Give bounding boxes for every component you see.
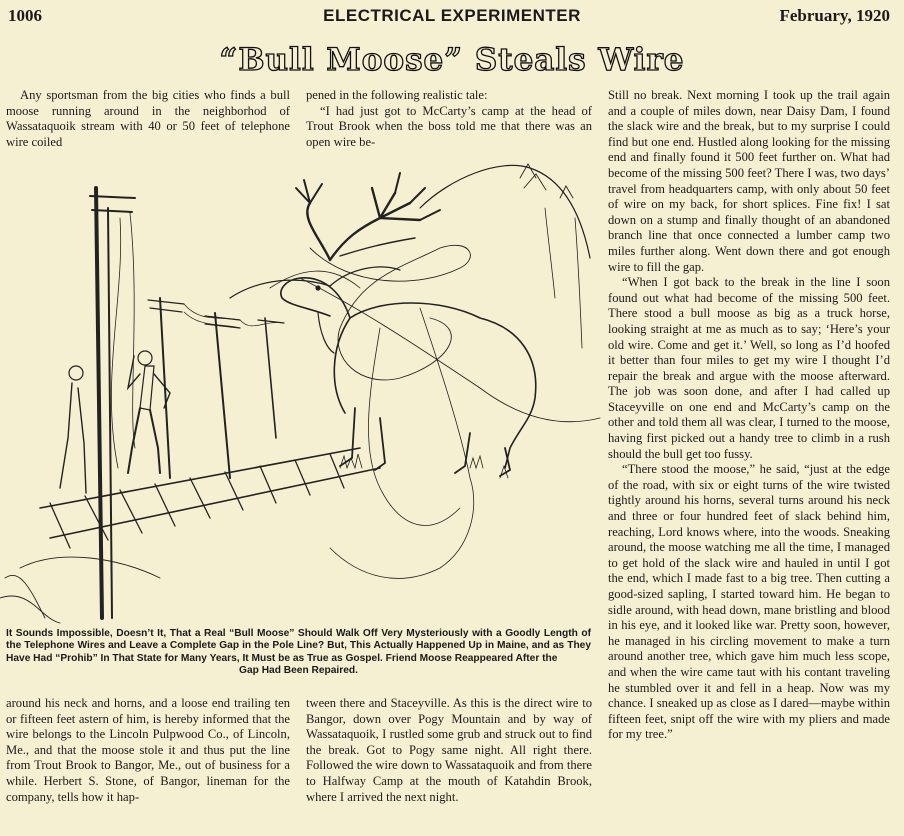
column-3 xyxy=(608,88,890,743)
illustration-caption xyxy=(6,628,591,678)
paragraph: around his neck and horns, and a loose end trailing ten or fifteen feet astern of him, is hereby informed that the wire belongs to the Lincoln Pulpwood Co., of Lincoln, Me., and that the moose stole it and thus put the line from Trout Brook to Bangor, Me., out of business for a while. Herbert S. Stone, of Bangor, lineman for the company, tells how it hap- xyxy=(6,696,290,804)
moose-illustration xyxy=(0,148,606,628)
article-title: “Bull Moose” Steals Wire xyxy=(219,42,685,78)
issue-date: February, 1920 xyxy=(779,6,890,25)
paragraph: Still no break. Next morning I took up the trail again and a couple of miles down, near Daisy Dam, I found the slack wire and the break, but to my surprise I could find but one end. Hustled along looking for the missing end and finally found it 500 feet further on. What had become of the missing 500 feet? There I was, two days’ travel from headquarters camp, with only about 50 feet of wire on my back, for short splices. Fine fix! I sat down on a stump and finally thought of an abandoned branch line that once connected a lumber camp two miles further along. Went down there and got enough wire to fill the gap. xyxy=(608,88,890,274)
caption-last-line: Gap Had Been Repaired. xyxy=(239,665,358,677)
paragraph: Any sportsman from the big cities who finds a bull moose running around in the neighborhod of Wassataquoik stream with 40 or 50 feet of telephone wire coiled xyxy=(6,88,290,149)
column-2-bottom xyxy=(306,696,592,805)
column-1-bottom xyxy=(6,696,290,805)
column-2-top xyxy=(306,88,592,150)
paragraph: “I had just got to McCarty’s camp at the head of Trout Brook when the boss told me that there was an open wire be- xyxy=(306,103,592,149)
paragraph: “When I got back to the break in the line I soon found out what had become of the missing 500 feet. There stood a bull moose as big as a truck horse, looking straight at me as much as to say; ‘Here’s your old wire. Come and get it.’ Well, so long as I’d hoofed it better than four miles to get my wire I thought I’d repair the break and argue with the moose afterward. The job was soon done, and after I had called up Staceyville on one end and McCarty’s camp on the other and told them all was clear, I turned to the moose, having first picked out a handy tree to climb in a rush should the bull get too fussy. xyxy=(608,275,890,461)
paragraph: “There stood the moose,” he said, “just at the edge of the road, with six or eight turns of the wire twisted tightly around his horns, several turns around his neck and three or four hundred feet of slack behind him, reaching, Lord knows where, into the woods. Sneaking around, the moose watching me all the time, I managed to get hold of the slack wire and hauled in until I got the end, which I made fast to a big tree. Then cutting a good-sized sapling, I started toward him. He began to sidle around, with head down, mane bristling and blood in his eye, and it looked like war. Pretty soon, however, he managed in his circling movement to make a turn around another tree, which gave him much less scope, and when the wire came taut with his contant traveling he stumbled over it and fell in a heap. Now was my chance. I sneaked up as close as I dared—maybe within fifteen feet, snipt off the wire with my pliers and made for my tree.” xyxy=(608,462,890,742)
caption-text: It Sounds Impossible, Doesn’t It, That a Real “Bull Moose” Should Walk Off Very Mysteriously with a Goodly Length of the Telephone Wires and Leave a Complete Gap in the Pole Line? But, This Actually Happened Up in Maine, and as They Have Had “Prohib” In That State for Many Years, It Must be as True as Gospel. Friend Moose Reappeared After the xyxy=(6,628,591,664)
paragraph: tween there and Staceyville. As this is the direct wire to Bangor, down over Pogy Mountain and by way of Wassataquoik, I rustled some grub and struck out to find the break. Got to Pogy same night. All right there. Followed the wire down to Wassataquoik and from there to Halfway Camp at the mouth of Katahdin Brook, where I arrived the next night. xyxy=(306,696,592,804)
column-1-top xyxy=(6,88,290,150)
magazine-name: ELECTRICAL EXPERIMENTER xyxy=(323,6,581,25)
paragraph: pened in the following realistic tale: xyxy=(306,88,488,102)
page-number: 1006 xyxy=(8,6,42,25)
